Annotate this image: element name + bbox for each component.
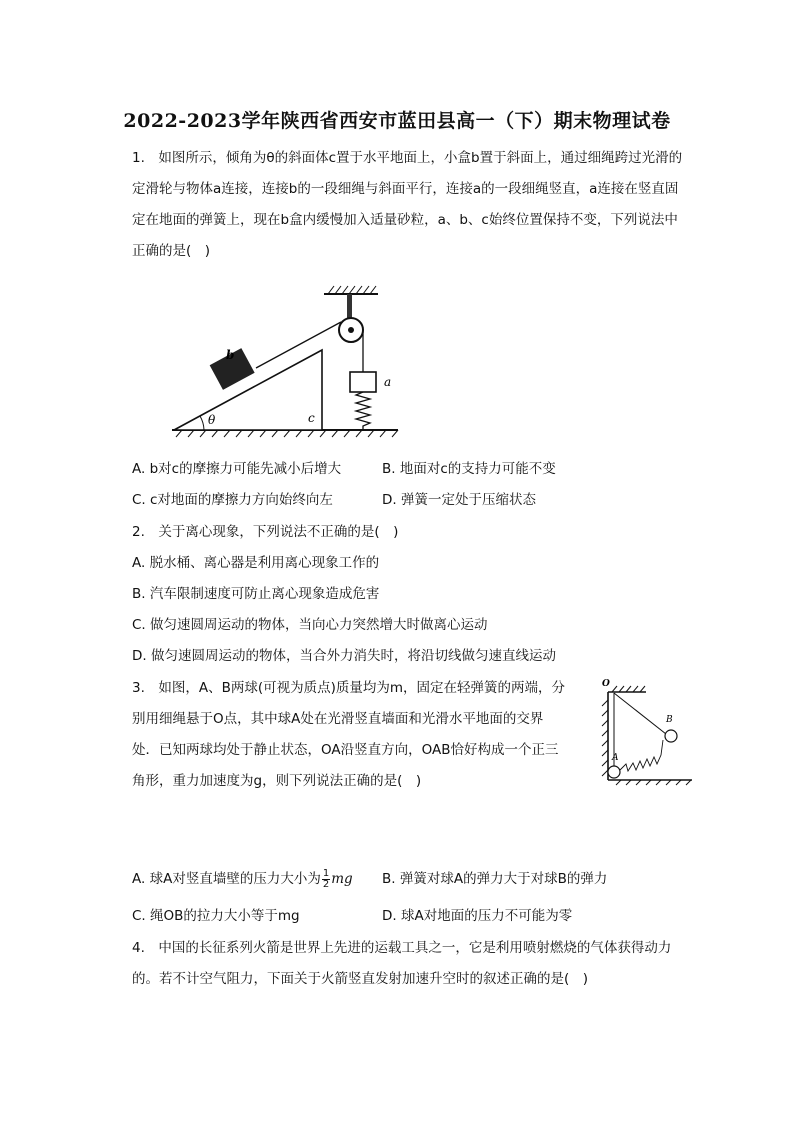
q3-label-o: O <box>602 679 610 689</box>
q1-stem-line-1: 1. 如图所示，倾角为θ的斜面体c置于水平地面上，小盒b置于斜面上，通过细绳跨过光滑的 <box>132 150 683 166</box>
q1-stem-line-2: 定滑轮与物体a连接，连接b的一段细绳与斜面平行，连接a的一段细绳竖直，a连接在竖直固 <box>132 181 679 197</box>
q3-option-a-suffix: mg <box>331 871 353 887</box>
q1-stem-line-4: 正确的是( ) <box>132 243 211 259</box>
q2-option-a: A. 脱水桶、离心器是利用离心现象工作的 <box>132 555 380 571</box>
q3-stem-line-2: 别用细绳悬于O点，其中球A处在光滑竖直墙面和光滑水平地面的交界 <box>132 711 544 727</box>
q4-stem-line-1: 4. 中国的长征系列火箭是世界上先进的运载工具之一，它是利用喷射燃烧的气体获得动力 <box>132 940 672 956</box>
q2-stem: 2. 关于离心现象，下列说法不正确的是( ) <box>132 524 399 540</box>
q3-option-a-prefix: A. 球A对竖直墙壁的压力大小为 <box>132 871 321 887</box>
q3-label-a: A <box>612 753 619 763</box>
page-title: 2022-2023学年陕西省西安市蓝田县高一（下）期末物理试卷 <box>123 110 671 132</box>
q2-option-c: C. 做匀速圆周运动的物体，当向心力突然增大时做离心运动 <box>132 617 488 633</box>
q1-option-a: A. b对c的摩擦力可能先减小后增大 <box>132 461 342 477</box>
q3-option-a-numerator: 1 <box>322 867 330 879</box>
q3-stem-line-1: 3. 如图，A、B两球(可视为质点)质量均为m，固定在轻弹簧的两端，分 <box>132 680 566 696</box>
q3-option-c: C. 绳OB的拉力大小等于mg <box>132 908 300 924</box>
q2-option-b: B. 汽车限制速度可防止离心现象造成危害 <box>132 586 380 602</box>
q1-label-c: c <box>308 411 315 425</box>
q2-option-d: D. 做匀速圆周运动的物体，当合外力消失时，将沿切线做匀速直线运动 <box>132 648 556 664</box>
q3-option-d: D. 球A对地面的压力不可能为零 <box>382 908 573 924</box>
q1-label-theta: θ <box>208 413 216 427</box>
q3-option-b: B. 弹簧对球A的弹力大于对球B的弹力 <box>382 871 608 887</box>
q1-option-b: B. 地面对c的支持力可能不变 <box>382 461 556 477</box>
q1-option-d: D. 弹簧一定处于压缩状态 <box>382 492 536 508</box>
q3-label-b: B <box>666 715 673 725</box>
q3-option-a-fraction <box>322 869 330 890</box>
q3-option-a-denominator: 2 <box>322 878 330 890</box>
q1-stem-line-3: 定在地面的弹簧上，现在b盒内缓慢加入适量砂粒，a、b、c始终位置保持不变，下列说法中 <box>132 212 678 228</box>
q1-label-b: b <box>226 348 235 362</box>
q3-stem-line-3: 处．已知两球均处于静止状态，OA沿竖直方向，OAB恰好构成一个正三 <box>132 742 559 758</box>
q3-spring-balls-figure <box>596 676 700 786</box>
q1-incline-pulley-figure <box>168 282 408 442</box>
q4-stem-line-2: 的。若不计空气阻力，下面关于火箭竖直发射加速升空时的叙述正确的是( ) <box>132 971 589 987</box>
q3-option-a <box>132 867 353 890</box>
q1-option-c: C. c对地面的摩擦力方向始终向左 <box>132 492 333 508</box>
q1-label-a: a <box>384 375 392 389</box>
q3-stem-line-4: 角形，重力加速度为g，则下列说法正确的是( ) <box>132 773 422 789</box>
